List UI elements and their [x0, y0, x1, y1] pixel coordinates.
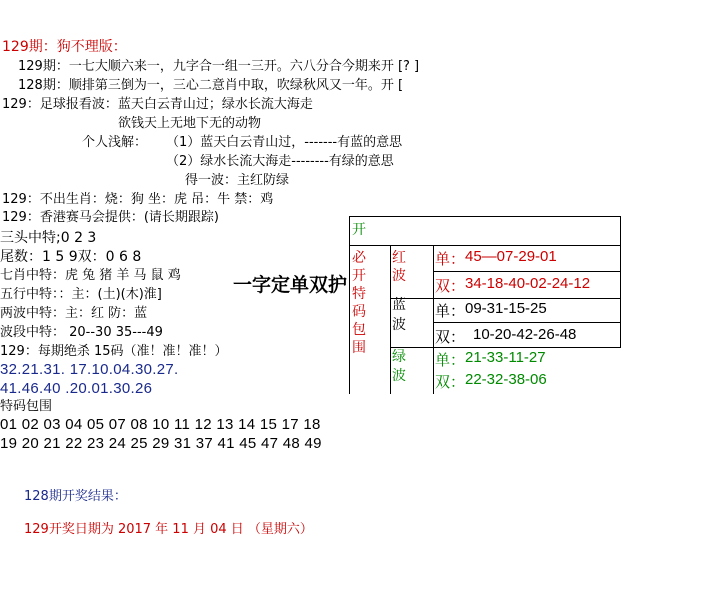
analysis-label: 个人浅解： — [82, 135, 148, 150]
head-tip: 三头中特;0 2 3 — [0, 230, 97, 246]
green-even-label: 双： — [435, 374, 466, 391]
blue-wave-label: 波 — [392, 317, 406, 333]
wave-range-tip: 波段中特： 20--30 35---49 — [0, 325, 163, 340]
issue-title: 129期：狗不理版： — [2, 39, 127, 55]
no-zodiac-line: 129：不出生肖：烧：狗 坐：虎 吊：牛 禁：鸡 — [2, 192, 274, 207]
blue-wave-label: 蓝 — [392, 297, 406, 313]
blue-odd-label: 单： — [435, 303, 466, 320]
two-waves-tip: 两波中特：主：红 防：蓝 — [0, 306, 148, 321]
red-even-label: 双： — [435, 278, 466, 295]
result-128-line: 128期开奖结果： — [24, 489, 127, 504]
blue-even-label: 双： — [435, 329, 466, 346]
special-code-row-2: 19 20 21 22 23 24 25 29 31 37 41 45 47 48 49 — [0, 435, 322, 452]
green-even-numbers: 22-32-38-06 — [465, 371, 547, 388]
kill-line: 129：每期绝杀 15码（准！准！准！） — [0, 344, 228, 359]
football-wave-line: 129：足球报看波：蓝天白云青山过；绿水长流大海走 — [2, 97, 313, 112]
blue-even-numbers: 10-20-42-26-48 — [473, 326, 577, 343]
box-side-char: 必 — [352, 250, 366, 266]
green-odd-label: 单： — [435, 352, 466, 369]
red-wave-label: 波 — [392, 268, 406, 284]
box-side-char: 码 — [352, 304, 366, 320]
prophecy-line-2: 128期：顺排第三倒为一，三心二意肖中取，吹绿秋风又一年。开 [ — [18, 78, 404, 93]
kill-numbers-2: 41.46.40 .20.01.30.26 — [0, 380, 153, 397]
tail-tip: 尾数：1 5 9双：0 6 8 — [0, 249, 142, 265]
box-side-char: 特 — [352, 286, 366, 302]
special-code-box — [349, 216, 621, 394]
draw-date-129-line: 129开奖日期为 2017 年 11 月 04 日 （星期六） — [24, 522, 313, 537]
special-code-row-1: 01 02 03 04 05 07 08 10 11 12 13 14 15 17 18 — [0, 416, 321, 433]
red-odd-label: 单： — [435, 251, 466, 268]
box-side-char: 围 — [352, 340, 366, 356]
prophecy-line-1: 129期：一七大顺六来一，九字合一组一三开。六八分合今期来开 [? ] — [18, 59, 420, 74]
red-wave-label: 红 — [392, 250, 406, 266]
red-odd-numbers: 45—07-29-01 — [465, 248, 557, 265]
green-wave-label: 绿 — [392, 349, 406, 365]
analysis-line-1: （1）蓝天白云青山过，-------有蓝的意思 — [166, 135, 403, 150]
red-even-numbers: 34-18-40-02-24-12 — [465, 275, 591, 292]
box-side-char: 包 — [352, 322, 366, 338]
wave-result-line: 得一波：主红防绿 — [185, 173, 290, 188]
blue-odd-numbers: 09-31-15-25 — [465, 300, 547, 317]
seven-zodiac-tip: 七肖中特：虎 兔 猪 羊 马 鼠 鸡 — [0, 268, 181, 283]
hk-provider-line: 129：香港赛马会提供：(请长期跟踪) — [2, 210, 219, 225]
kill-numbers-1: 32.21.31. 17.10.04.30.27. — [0, 361, 179, 378]
box-side-char: 开 — [352, 268, 366, 284]
riddle-line: 欲钱天上无地下无的动物 — [118, 116, 262, 131]
green-odd-numbers: 21-33-11-27 — [465, 349, 546, 366]
special-code-label: 特码包围 — [0, 399, 53, 414]
odd-even-title: 一字定单双护 — [232, 274, 347, 296]
analysis-line-2: （2）绿水长流大海走--------有绿的意思 — [166, 154, 394, 169]
five-elements-tip: 五行中特：：主：(土)(木)淮] — [0, 287, 162, 302]
box-top-label: 开 — [352, 222, 366, 238]
green-wave-label: 波 — [392, 368, 406, 384]
